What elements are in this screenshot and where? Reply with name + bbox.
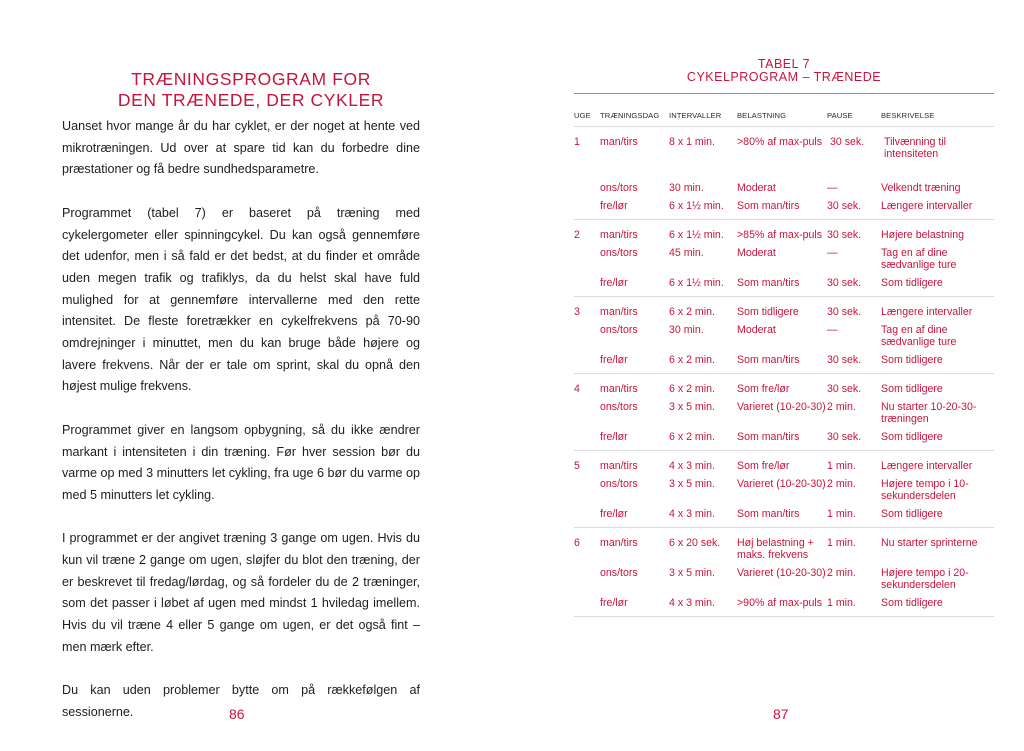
table-row <box>574 303 994 321</box>
cell-dag: man/tirs <box>600 383 638 395</box>
table-row <box>574 505 994 523</box>
cell-uge <box>574 478 600 502</box>
cell-dag: man/tirs <box>600 460 638 472</box>
cell-dag: man/tirs <box>600 306 638 318</box>
cell-bes: Højere belastning <box>881 229 965 241</box>
table-row <box>574 244 994 274</box>
cell-int: 45 min. <box>669 247 704 259</box>
cell-bel: Som man/tirs <box>737 431 800 443</box>
cell-int: 6 x 2 min. <box>669 306 715 318</box>
table-rule <box>574 616 994 617</box>
table-row <box>574 398 994 428</box>
cell-uge <box>574 200 600 212</box>
cell-int: 4 x 3 min. <box>669 508 715 520</box>
col-header-beskrivelse: BESKRIVELSE <box>881 110 935 120</box>
cell-dag: man/tirs <box>600 136 638 148</box>
cell-int: 3 x 5 min. <box>669 478 715 490</box>
page-number-right: 87 <box>773 706 789 722</box>
cell-bel: Moderat <box>737 247 776 259</box>
cell-dag: fre/lør <box>600 508 628 520</box>
week-group <box>574 127 994 219</box>
cell-dag: fre/lør <box>600 354 628 366</box>
cell-bel: Som man/tirs <box>737 200 800 212</box>
cell-dag: man/tirs <box>600 229 638 241</box>
cell-dag: ons/tors <box>600 567 638 579</box>
cell-bel: Varieret (10-20-30) <box>737 567 826 579</box>
cell-uge <box>574 431 600 443</box>
cell-pau: 30 sek. <box>830 136 865 148</box>
paragraph-5: Du kan uden problemer bytte om på rækkefølgen af sessionerne. <box>62 683 420 719</box>
cell-int: 6 x 20 sek. <box>669 537 721 549</box>
cell-int: 6 x 1½ min. <box>669 200 724 212</box>
cell-uge <box>574 508 600 520</box>
cell-pau: 30 sek. <box>827 431 862 443</box>
cell-int: 30 min. <box>669 324 704 336</box>
cell-int: 3 x 5 min. <box>669 401 715 413</box>
cell-dag: ons/tors <box>600 478 638 490</box>
table-body <box>574 127 994 617</box>
cell-int: 30 min. <box>669 182 704 194</box>
table-row <box>574 457 994 475</box>
cell-bel: Som fre/lør <box>737 383 790 395</box>
cell-pau: 2 min. <box>827 567 856 579</box>
cell-int: 8 x 1 min. <box>669 136 715 148</box>
week-group <box>574 220 994 296</box>
cell-int: 6 x 2 min. <box>669 354 715 366</box>
table-row <box>574 226 994 244</box>
cell-dag: fre/lør <box>600 431 628 443</box>
cell-int: 6 x 1½ min. <box>669 277 724 289</box>
cell-bes: Nu starter 10-20-30-træningen <box>881 401 977 425</box>
cell-int: 3 x 5 min. <box>669 567 715 579</box>
cell-bel: Som tidligere <box>737 306 799 318</box>
cell-dag: ons/tors <box>600 324 638 336</box>
paragraph-2: Programmet (tabel 7) er baseret på træning med cykelergometer eller spinningcykel. Du kan også gennemføre det udenfor, men i så fald er det bedst, at du finder et område uden megen trafik og trafiklys, da du helst skal have fuld mulighed for at gennemføre intervallerne med den rette intensitet. De fleste foretrækker en cykelfrekvens på 70-90 omdrejninger i minuttet, men du kan bruge både højere og lavere frekvens. Når der er tale om sprint, skal du opnå den højest mulige frekvens. <box>62 205 420 394</box>
cell-bes: Som tidligere <box>881 508 943 520</box>
table-header <box>574 104 994 126</box>
right-page <box>512 0 1024 751</box>
week-group <box>574 374 994 450</box>
cell-bes: Højere tempo i 20-sekundersdelen <box>881 567 969 591</box>
body-text <box>62 116 420 745</box>
table-row <box>574 380 994 398</box>
cell-dag: ons/tors <box>600 401 638 413</box>
cell-dag: ons/tors <box>600 247 638 259</box>
cell-dag: ons/tors <box>600 182 638 194</box>
table-row <box>574 428 994 446</box>
cell-bes: Længere intervaller <box>881 200 973 212</box>
cell-bes: Som tidligere <box>881 431 943 443</box>
cell-pau: — <box>827 182 838 194</box>
cell-bes: Som tidligere <box>881 597 943 609</box>
cell-bel: Høj belastning + maks. frekvens <box>737 537 814 561</box>
cell-uge <box>574 324 600 348</box>
col-header-belastning: BELASTNING <box>737 110 787 120</box>
cell-uge <box>574 354 600 366</box>
cell-dag: man/tirs <box>600 537 638 549</box>
cell-pau: 30 sek. <box>827 277 862 289</box>
cell-bes: Som tidligere <box>881 383 943 395</box>
cell-pau: 2 min. <box>827 478 856 490</box>
cell-uge <box>574 182 600 194</box>
cell-uge: 5 <box>574 460 580 472</box>
cell-int: 6 x 2 min. <box>669 431 715 443</box>
cell-uge: 3 <box>574 306 580 318</box>
cell-int: 6 x 1½ min. <box>669 229 724 241</box>
table-title <box>574 58 994 84</box>
cell-pau: — <box>827 324 838 336</box>
cell-bes: Længere intervaller <box>881 460 973 472</box>
cell-pau: 1 min. <box>827 597 856 609</box>
week-group <box>574 297 994 373</box>
cell-uge <box>574 401 600 425</box>
cell-bel: Som man/tirs <box>737 354 800 366</box>
cell-bel: Som fre/lør <box>737 460 790 472</box>
table-row <box>574 475 994 505</box>
cell-bel: Varieret (10-20-30) <box>737 478 826 490</box>
col-header-uge: UGE <box>574 110 591 120</box>
cell-pau: 30 sek. <box>827 354 862 366</box>
cell-uge: 1 <box>574 136 580 148</box>
training-table <box>574 104 994 617</box>
cell-uge <box>574 247 600 271</box>
table-title-line-2: CYKELPROGRAM – TRÆNEDE <box>686 70 882 84</box>
cell-pau: 1 min. <box>827 537 856 549</box>
cell-pau: 30 sek. <box>827 306 862 318</box>
col-header-traeningsdag: TRÆNINGSDAG <box>600 110 660 120</box>
table-row <box>574 133 994 179</box>
table-top-rule <box>574 93 994 94</box>
cell-bel: Varieret (10-20-30) <box>737 401 826 413</box>
chapter-title <box>62 69 440 111</box>
cell-pau: 2 min. <box>827 401 856 413</box>
cell-uge: 4 <box>574 383 580 395</box>
cell-bes: Velkendt træning <box>881 182 961 194</box>
week-group <box>574 451 994 527</box>
paragraph-4: I programmet er der angivet træning 3 gange om ugen. Hvis du kun vil træne 2 gange om ugen, sløjfer du blot den træning, der er beskrevet til fredag/lørdag, og så fordeler du de 2 træninger, som det passer i løbet af ugen med mindst 1 hviledag imellem. Hvis du vil træne 4 eller 5 gange om ugen, er det også fint – men mærk efter. <box>62 531 420 654</box>
cell-bes: Tilvænning til intensiteten <box>884 136 947 160</box>
cell-bel: Som man/tirs <box>737 508 800 520</box>
table-row <box>574 594 994 612</box>
cell-pau: 1 min. <box>827 460 856 472</box>
cell-pau: 30 sek. <box>827 383 862 395</box>
cell-dag: fre/lør <box>600 200 628 212</box>
page-number-left: 86 <box>229 706 245 722</box>
table-row <box>574 274 994 292</box>
cell-uge <box>574 567 600 591</box>
cell-pau: 30 sek. <box>827 229 862 241</box>
table-row <box>574 321 994 351</box>
cell-pau: 30 sek. <box>827 200 862 212</box>
cell-bes: Tag en af dine sædvanlige ture <box>881 324 957 348</box>
cell-bel: >85% af max-puls <box>737 229 823 241</box>
week-group <box>574 528 994 616</box>
title-line-2: DEN TRÆNEDE, DER CYKLER <box>117 89 385 110</box>
cell-bes: Tag en af dine sædvanlige ture <box>881 247 957 271</box>
cell-int: 4 x 3 min. <box>669 460 715 472</box>
cell-dag: fre/lør <box>600 597 628 609</box>
col-header-intervaller: INTERVALLER <box>669 110 722 120</box>
cell-dag: fre/lør <box>600 277 628 289</box>
cell-bes: Som tidligere <box>881 277 943 289</box>
cell-bel: Som man/tirs <box>737 277 800 289</box>
paragraph-1: Uanset hvor mange år du har cyklet, er der noget at hente ved mikrotræningen. Ud over at spare tid kan du forbedre dine præstationer og få bedre sundhedsparametre. <box>62 119 420 177</box>
cell-bes: Som tidligere <box>881 354 943 366</box>
table-row <box>574 351 994 369</box>
cell-uge <box>574 597 600 609</box>
cell-uge: 2 <box>574 229 580 241</box>
table-row <box>574 564 994 594</box>
cell-bes: Højere tempo i 10-sekundersdelen <box>881 478 969 502</box>
table-row <box>574 179 994 197</box>
cell-uge: 6 <box>574 537 580 549</box>
cell-pau: — <box>827 247 838 259</box>
col-header-pause: PAUSE <box>827 110 853 120</box>
table-row <box>574 197 994 215</box>
cell-bel: >90% af max-puls <box>737 597 823 609</box>
cell-bel: Moderat <box>737 324 776 336</box>
title-line-1: TRÆNINGSPROGRAM FOR <box>131 68 371 89</box>
cell-bel: >80% af max-puls <box>737 136 823 148</box>
table-title-line-1: TABEL 7 <box>757 57 811 71</box>
paragraph-3: Programmet giver en langsom opbygning, så du ikke ændrer markant i intensiteten i din træning. Før hver session bør du varme op med 3 minutters let cykling, fra uge 6 bør du varme op med 5 minutters let cykling. <box>62 422 420 502</box>
cell-uge <box>574 277 600 289</box>
cell-bel: Moderat <box>737 182 776 194</box>
table-row <box>574 534 994 564</box>
cell-pau: 1 min. <box>827 508 856 520</box>
cell-int: 6 x 2 min. <box>669 383 715 395</box>
cell-bes: Længere intervaller <box>881 306 973 318</box>
cell-bes: Nu starter sprinterne <box>881 537 978 549</box>
cell-int: 4 x 3 min. <box>669 597 715 609</box>
